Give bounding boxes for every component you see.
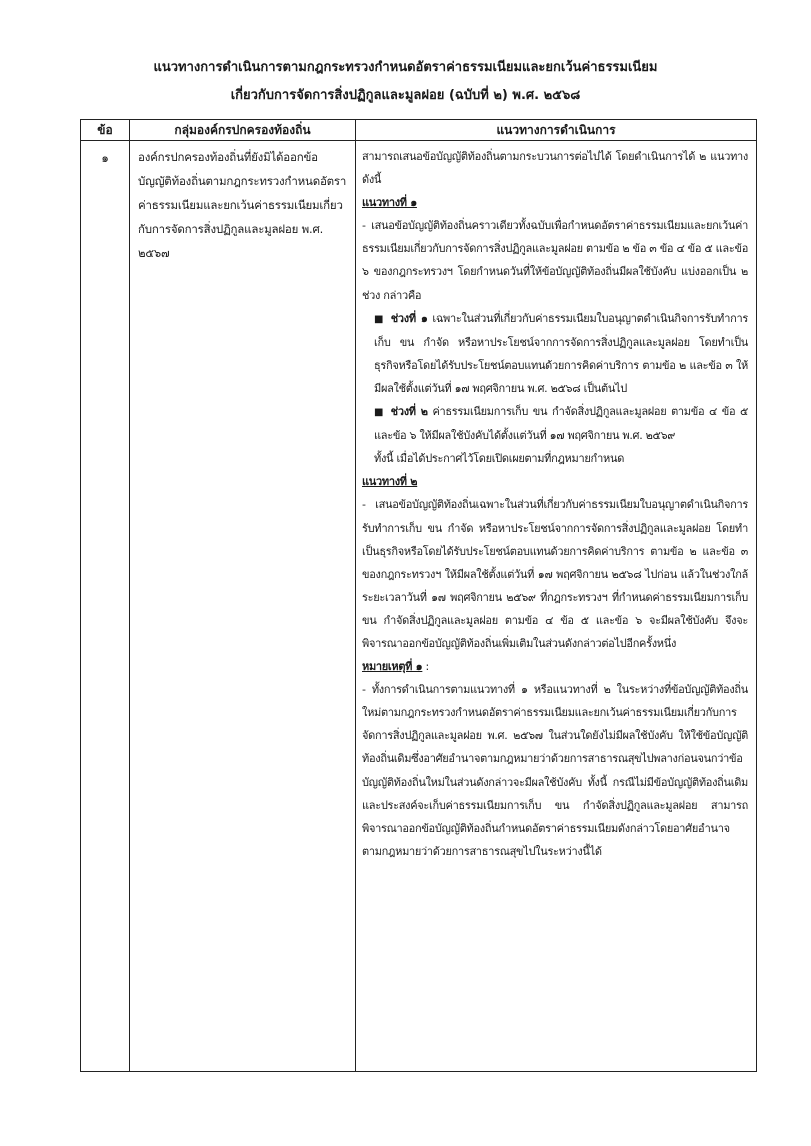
remark-1-colon: :	[422, 660, 429, 674]
remark-1-text: - ทั้งการดำเนินการตามแนวทางที่ ๑ หรือแนวทางที่ ๒ ในระหว่างที่ข้อบัญญัติท้องถิ่นใหม่ตามกฎกระทรวงกำหนดอัตราค่าธรรมเนียมและยกเว้นค่าธรรมเนียมเกี่ยวกับการจัดการสิ่งปฏิกูลและมูลฝอย พ.ศ. ๒๕๖๗ ในส่วนใดยังไม่มีผลใช้บังคับ ให้ใช้ข้อบัญญัติท้องถิ่นเดิมซึ่งอาศัยอำนาจตามกฎหมายว่าด้วยการสาธารณสุขไปพลางก่อนจนกว่าข้อบัญญัติท้องถิ่นใหม่ในส่วนดังกล่าวจะมีผลใช้บังคับ ทั้งนี้ กรณีไม่มีข้อบัญญัติท้องถิ่นเดิมและประสงค์จะเก็บค่าธรรมเนียมการเก็บ ขน กำจัดสิ่งปฏิกูลและมูลฝอย สามารถพิจารณาออกข้อบัญญัติท้องถิ่นกำหนดอัตราค่าธรรมเนียมดังกล่าวโดยอาศัยอำนาจตามกฎหมายว่าด้วยการสาธารณสุขไปในระหว่างนี้ได้	[362, 683, 748, 858]
approach-2-heading: แนวทางที่ ๒	[362, 475, 418, 489]
phase-1-text: เฉพาะในส่วนที่เกี่ยวกับค่าธรรมเนียมใบอนุญาตดำเนินกิจการรับทำการเก็บ ขน กำจัด หรือหาประโยชน์จากการจัดการสิ่งปฏิกูลและมูลฝอย โดยทำเป็นธุรกิจหรือโดยได้รับประโยชน์ตอบแทนด้วยการคิดค่าบริการ ตามข้อ ๒ และข้อ ๓ ให้มีผลใช้ตั้งแต่วันที่ ๑๗ พฤศจิกายน พ.ศ. ๒๕๖๘ เป็นต้นไป	[374, 311, 748, 395]
document-title-line-2: เกี่ยวกับการจัดการสิ่งปฏิกูลและมูลฝอย (ฉบับที่ ๒) พ.ศ. ๒๕๖๘	[230, 88, 581, 103]
approach-1-text: - เสนอข้อบัญญัติท้องถิ่นคราวเดียวทั้งฉบับเพื่อกำหนดอัตราค่าธรรมเนียมและยกเว้นค่าธรรมเนียมเกี่ยวกับการจัดการสิ่งปฏิกูลและมูลฝอย ตามข้อ ๒ ข้อ ๓ ข้อ ๔ ข้อ ๕ และข้อ ๖ ของกฎกระทรวงฯ โดยกำหนดวันที่ให้ข้อบัญญัติท้องถิ่นมีผลใช้บังคับ แบ่งออกเป็น ๒ ช่วง กล่าวคือ	[362, 219, 748, 302]
square-bullet-icon: ■	[374, 407, 385, 419]
table-header-row	[81, 120, 757, 141]
guideline-intro: สามารถเสนอข้อบัญญัติท้องถิ่นตามกระบวนการต่อไปได้ โดยดำเนินการได้ ๒ แนวทาง ดังนี้	[362, 150, 748, 187]
header-item-no: ข้อ	[81, 120, 130, 141]
remark-1-heading-line	[362, 655, 748, 678]
phase-1-paragraph	[362, 307, 748, 400]
phase-1-label: ช่วงที่ ๑	[390, 311, 428, 325]
row-item-number: ๑	[81, 141, 130, 1072]
header-guideline: แนวทางการดำเนินการ	[356, 120, 757, 141]
row-org-description: องค์กรปกครองท้องถิ่นที่ยังมิได้ออกข้อบัญญัติท้องถิ่นตามกฎกระทรวงกำหนดอัตราค่าธรรมเนียมและยกเว้นค่าธรรมเนียมเกี่ยวกับการจัดการสิ่งปฏิกูลและมูลฝอย พ.ศ. ๒๕๖๗	[130, 141, 356, 1072]
approach-2-text: - เสนอข้อบัญญัติท้องถิ่นเฉพาะในส่วนที่เกี่ยวกับค่าธรรมเนียมใบอนุญาตดำเนินกิจการรับทำการเก็บ ขน กำจัด หรือหาประโยชน์จากการจัดการสิ่งปฏิกูลและมูลฝอย โดยทำเป็นธุรกิจหรือโดยได้รับประโยชน์ตอบแทนด้วยการคิดค่าบริการ ตามข้อ ๒ และข้อ ๓ ของกฎกระทรวงฯ ให้มีผลใช้ตั้งแต่วันที่ ๑๗ พฤศจิกายน ๒๕๖๘ ไปก่อน แล้วในช่วงใกล้ระยะเวลาวันที่ ๑๗ พฤศจิกายน ๒๕๖๙ ที่กฎกระทรวงฯ ที่กำหนดค่าธรรมเนียมการเก็บ ขน กำจัดสิ่งปฏิกูลและมูลฝอย ตามข้อ ๔ ข้อ ๕ และข้อ ๖ จะมีผลใช้บังคับ จึงจะพิจารณาออกข้อบัญญัติท้องถิ่นเพิ่มเติมในส่วนดังกล่าวต่อไปอีกครั้งหนึ่ง	[362, 498, 748, 650]
remark-1-heading: หมายเหตุที่ ๑	[362, 660, 423, 674]
phase-2-label: ช่วงที่ ๒	[390, 405, 428, 419]
phase-2-text: ค่าธรรมเนียมการเก็บ ขน กำจัดสิ่งปฏิกูลและมูลฝอย ตามข้อ ๔ ข้อ ๕ และข้อ ๖ ให้มีผลใช้บังคับได้ตั้งแต่วันที่ ๑๗ พฤศจิกายน พ.ศ. ๒๕๖๙	[374, 405, 748, 443]
row-guideline-cell	[356, 141, 757, 1072]
header-org-group: กลุ่มองค์กรปกครองท้องถิ่น	[130, 120, 356, 141]
phase-2-paragraph	[362, 400, 748, 447]
table-row	[81, 141, 757, 1072]
approach-1-heading: แนวทางที่ ๑	[362, 196, 417, 210]
document-title-line-1: แนวทางการดำเนินการตามกฎกระทรวงกำหนดอัตราค่าธรรมเนียมและยกเว้นค่าธรรมเนียม	[153, 60, 658, 75]
announcement-note: ทั้งนี้ เมื่อได้ประกาศไว้โดยเปิดเผยตามที่กฎหมายกำหนด	[374, 452, 625, 466]
guideline-table	[80, 119, 757, 1072]
square-bullet-icon: ■	[374, 313, 385, 325]
